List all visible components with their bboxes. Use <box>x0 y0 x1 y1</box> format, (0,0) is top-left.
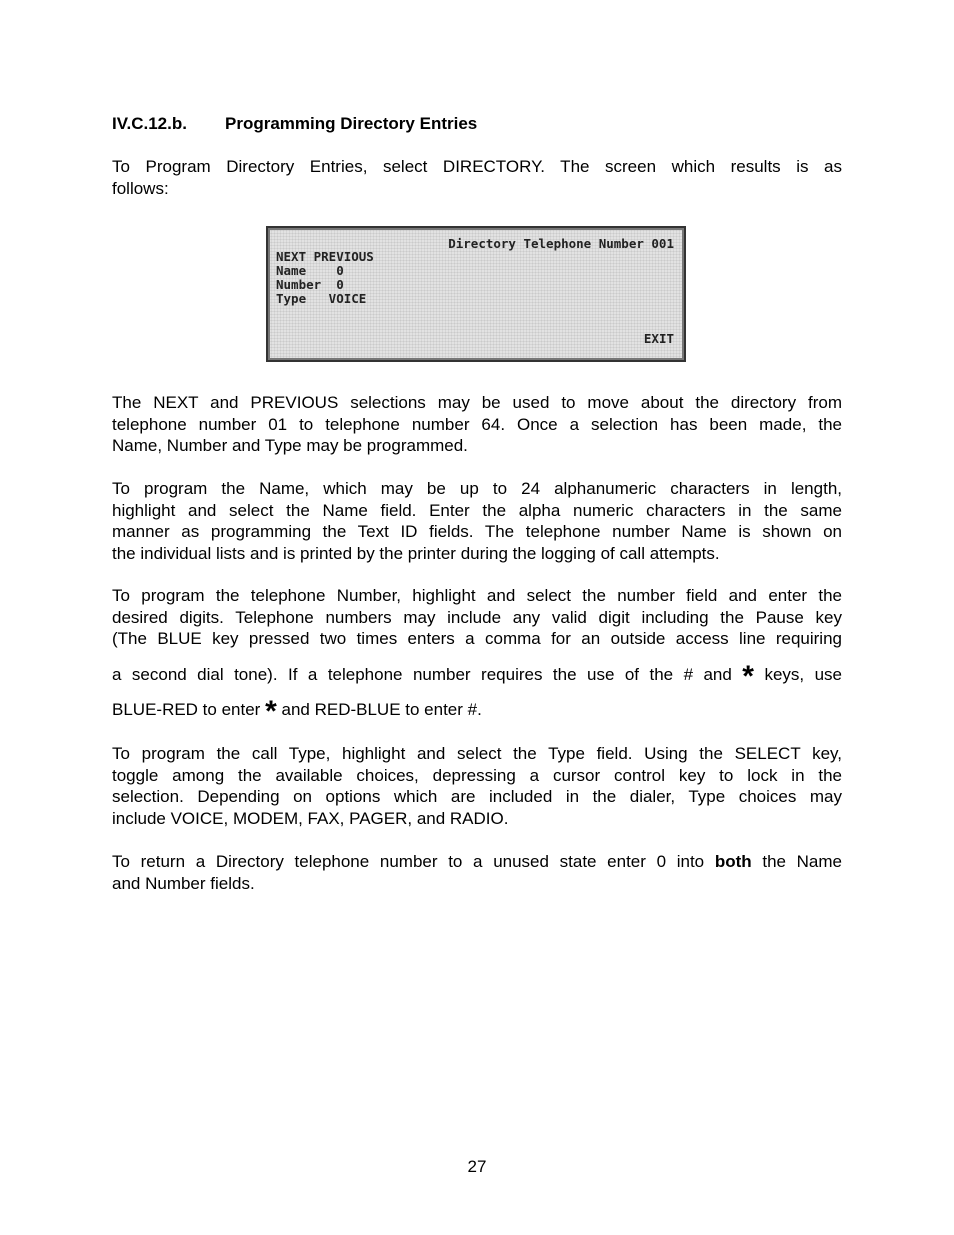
section-heading <box>112 114 477 134</box>
screen-number-line: Number 0 <box>276 277 344 292</box>
text-line: Name, Number and Type may be programmed. <box>112 436 468 455</box>
lcd-screen-figure <box>266 226 686 362</box>
text-fragment: To return a Directory telephone number to a unused state enter 0 into <box>112 852 705 871</box>
text-line: highlight and select the Name field. Enter the alpha numeric characters in the same <box>112 500 842 520</box>
text-line: the individual lists and is printed by the printer during the logging of call attempts. <box>112 543 720 563</box>
text-line: The NEXT and PREVIOUS selections may be used to move about the directory from <box>112 393 842 412</box>
text-line: selection. Depending on options which are included in the dialer, Type choices may <box>112 787 842 806</box>
text-line: (The BLUE key pressed two times enters a comma for an outside access line requiring <box>112 629 842 648</box>
intro-paragraph <box>112 156 842 199</box>
text-line <box>112 659 842 693</box>
name-paragraph <box>112 478 842 564</box>
text-line: toggle among the available choices, depressing a cursor control key to lock in the <box>112 765 842 785</box>
type-paragraph <box>112 743 842 829</box>
text-fragment: the Name <box>762 852 842 871</box>
text-fragment: and RED-BLUE to enter #. <box>281 700 482 719</box>
section-title: Programming Directory Entries <box>225 114 478 133</box>
text-line: include VOICE, MODEM, FAX, PAGER, and RADIO. <box>112 808 509 828</box>
navigation-paragraph <box>112 392 842 457</box>
text-line <box>112 695 842 728</box>
text-line: telephone number 01 to telephone number 64. Once a selection has been made, the <box>112 414 842 434</box>
text-line: manner as programming the Text ID fields. The telephone number Name is shown on <box>112 522 842 541</box>
text-fragment: keys, use <box>764 664 842 684</box>
text-line: desired digits. Telephone numbers may include any valid digit including the Pause key <box>112 607 842 627</box>
asterisk-symbol: * <box>265 695 277 728</box>
text-fragment: a second dial tone). If a telephone number requires the use of the # and <box>112 664 732 684</box>
page-number: 27 <box>467 1157 487 1176</box>
screen-name-line: Name 0 <box>276 263 344 278</box>
screen-type-line: Type VOICE <box>276 291 367 306</box>
screen-exit-label: EXIT <box>643 331 674 346</box>
section-number: IV.C.12.b. <box>112 114 187 133</box>
reset-paragraph <box>112 851 842 894</box>
text-line: To program the Name, which may be up to 24 alphanumeric characters in length, <box>112 479 842 498</box>
asterisk-symbol: * <box>742 659 754 693</box>
number-paragraph <box>112 585 842 728</box>
screen-nav-line: NEXT PREVIOUS <box>276 249 374 264</box>
text-line: follows: <box>112 178 169 198</box>
text-line: and Number fields. <box>112 873 255 893</box>
text-fragment: BLUE-RED to enter <box>112 700 261 719</box>
emphasis-text: both <box>714 852 752 871</box>
text-line: To program the telephone Number, highlight and select the number field and enter the <box>112 586 842 605</box>
text-line <box>112 851 842 873</box>
text-line: To program the call Type, highlight and select the Type field. Using the SELECT key, <box>112 744 842 763</box>
text-line: To Program Directory Entries, select DIRECTORY. The screen which results is as <box>112 157 842 176</box>
screen-title: Directory Telephone Number 001 <box>448 236 674 251</box>
